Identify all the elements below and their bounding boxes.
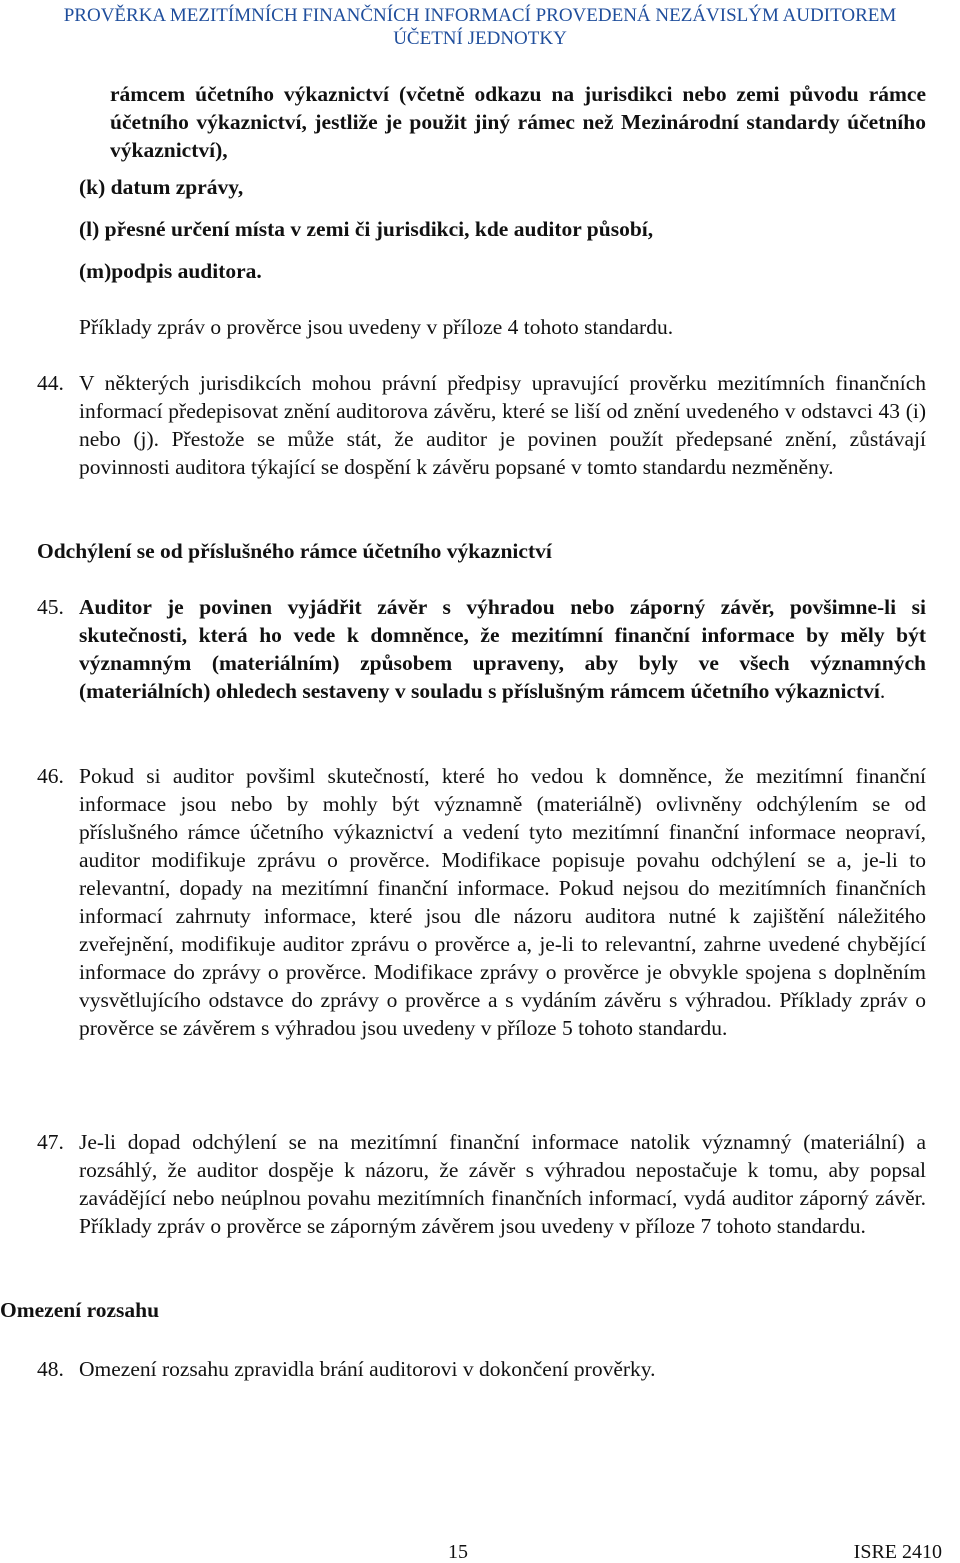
paragraph-number-48: 48. [37, 1357, 64, 1381]
examples-note: Příklady zpráv o prověrce jsou uvedeny v příloze 4 tohoto standardu. [79, 315, 674, 339]
list-item-k: (k) datum zprávy, [79, 175, 244, 199]
paragraph-47: Je-li dopad odchýlení se na mezitímní finanční informace natolik významný (materiální) a rozsáhlý, že auditor dospěje k názoru, že závěr s výhradou nepostačuje k tomu, aby popsal zavádějící nebo neúplnou povahu mezitímních finančních informací, vydá auditor záporný závěr. Příklady zpráv o prověrce se záporným závěrem jsou uvedeny v příloze 7 tohoto standardu. [79, 1130, 926, 1238]
header-line-1: PROVĚRKA MEZITÍMNÍCH FINANČNÍCH INFORMACÍ PROVEDENÁ NEZÁVISLÝM AUDITOREM [63, 5, 897, 26]
section-heading-scope: Omezení rozsahu [0, 1298, 160, 1322]
paragraph-45-end: . [879, 679, 886, 703]
section-heading-departure: Odchýlení se od příslušného rámce účetního výkaznictví [37, 539, 552, 563]
page-number: 15 [448, 1541, 468, 1563]
list-item-l: (l) přesné určení místa v zemi či jurisdikci, kde auditor působí, [79, 217, 654, 241]
paragraph-46: Pokud si auditor povšiml skutečností, které ho vedou k domněnce, že mezitímní finanční informace jsou nebo by mohly být významně (materiálně) ovlivněny odchýlením se od příslušného rámce účetního výkaznictví a vedení tyto mezitímní finanční informace neopraví, auditor modifikuje zprávu o prověrce. Modifikace popisuje povahu odchýlení se a, je-li to relevantní, dopady na mezitímní finanční informace. Pokud nejsou do mezitímních finančních informací zahrnuty informace, které jsou dle názoru auditora nutné k zajištění náležitého zveřejnění, modifikuje auditor zprávu o prověrce a, je-li to relevantní, zahrne uvedené chybějící informace do zprávy o prověrce. Modifikace zprávy o prověrce je obvykle spojena s doplněním vysvětlujícího odstavce do zprávy o prověrce a s vydáním závěru s výhradou. Příklady zpráv o prověrce se závěrem s výhradou jsou uvedeny v příloze 5 tohoto standardu. [79, 764, 926, 1040]
paragraph-number-47: 47. [37, 1130, 64, 1154]
paragraph-45-text: Auditor je povinen vyjádřit závěr s výhradou nebo záporný závěr, povšimne-li si skutečnosti, která ho vede k domněnce, že mezitímní finanční informace by měly být významným (materiálním) způsobem upraveny, aby byly ve všech významných (materiálních) ohledech sestaveny v souladu s příslušným rámcem účetního výkaznictví [79, 595, 926, 703]
paragraph-number-46: 46. [37, 764, 64, 788]
running-header [0, 4, 960, 50]
paragraph-number-44: 44. [37, 371, 64, 395]
paragraph-44: V některých jurisdikcích mohou právní předpisy upravující prověrku mezitímních finančních informací předepisovat znění auditorova závěru, které se liší od znění uvedeného v odstavci 43 (i) nebo (j). Přestože se může stát, že auditor je povinen použít předepsané znění, zůstávají povinnosti auditora týkající se dospění k závěru popsané v tomto standardu nezměněny. [79, 371, 926, 479]
paragraph-45 [79, 593, 926, 705]
standard-reference: ISRE 2410 [853, 1541, 942, 1563]
header-line-2: ÚČETNÍ JEDNOTKY [393, 28, 567, 49]
list-item-j-continuation: rámcem účetního výkaznictví (včetně odkazu na jurisdikci nebo zemi původu rámce účetního výkaznictví, jestliže je použit jiný rámec než Mezinárodní standardy účetního výkaznictví), [110, 82, 926, 162]
list-item-m: (m)podpis auditora. [79, 259, 262, 283]
paragraph-48: Omezení rozsahu zpravidla brání auditorovi v dokončení prověrky. [79, 1357, 656, 1381]
paragraph-number-45: 45. [37, 595, 64, 619]
